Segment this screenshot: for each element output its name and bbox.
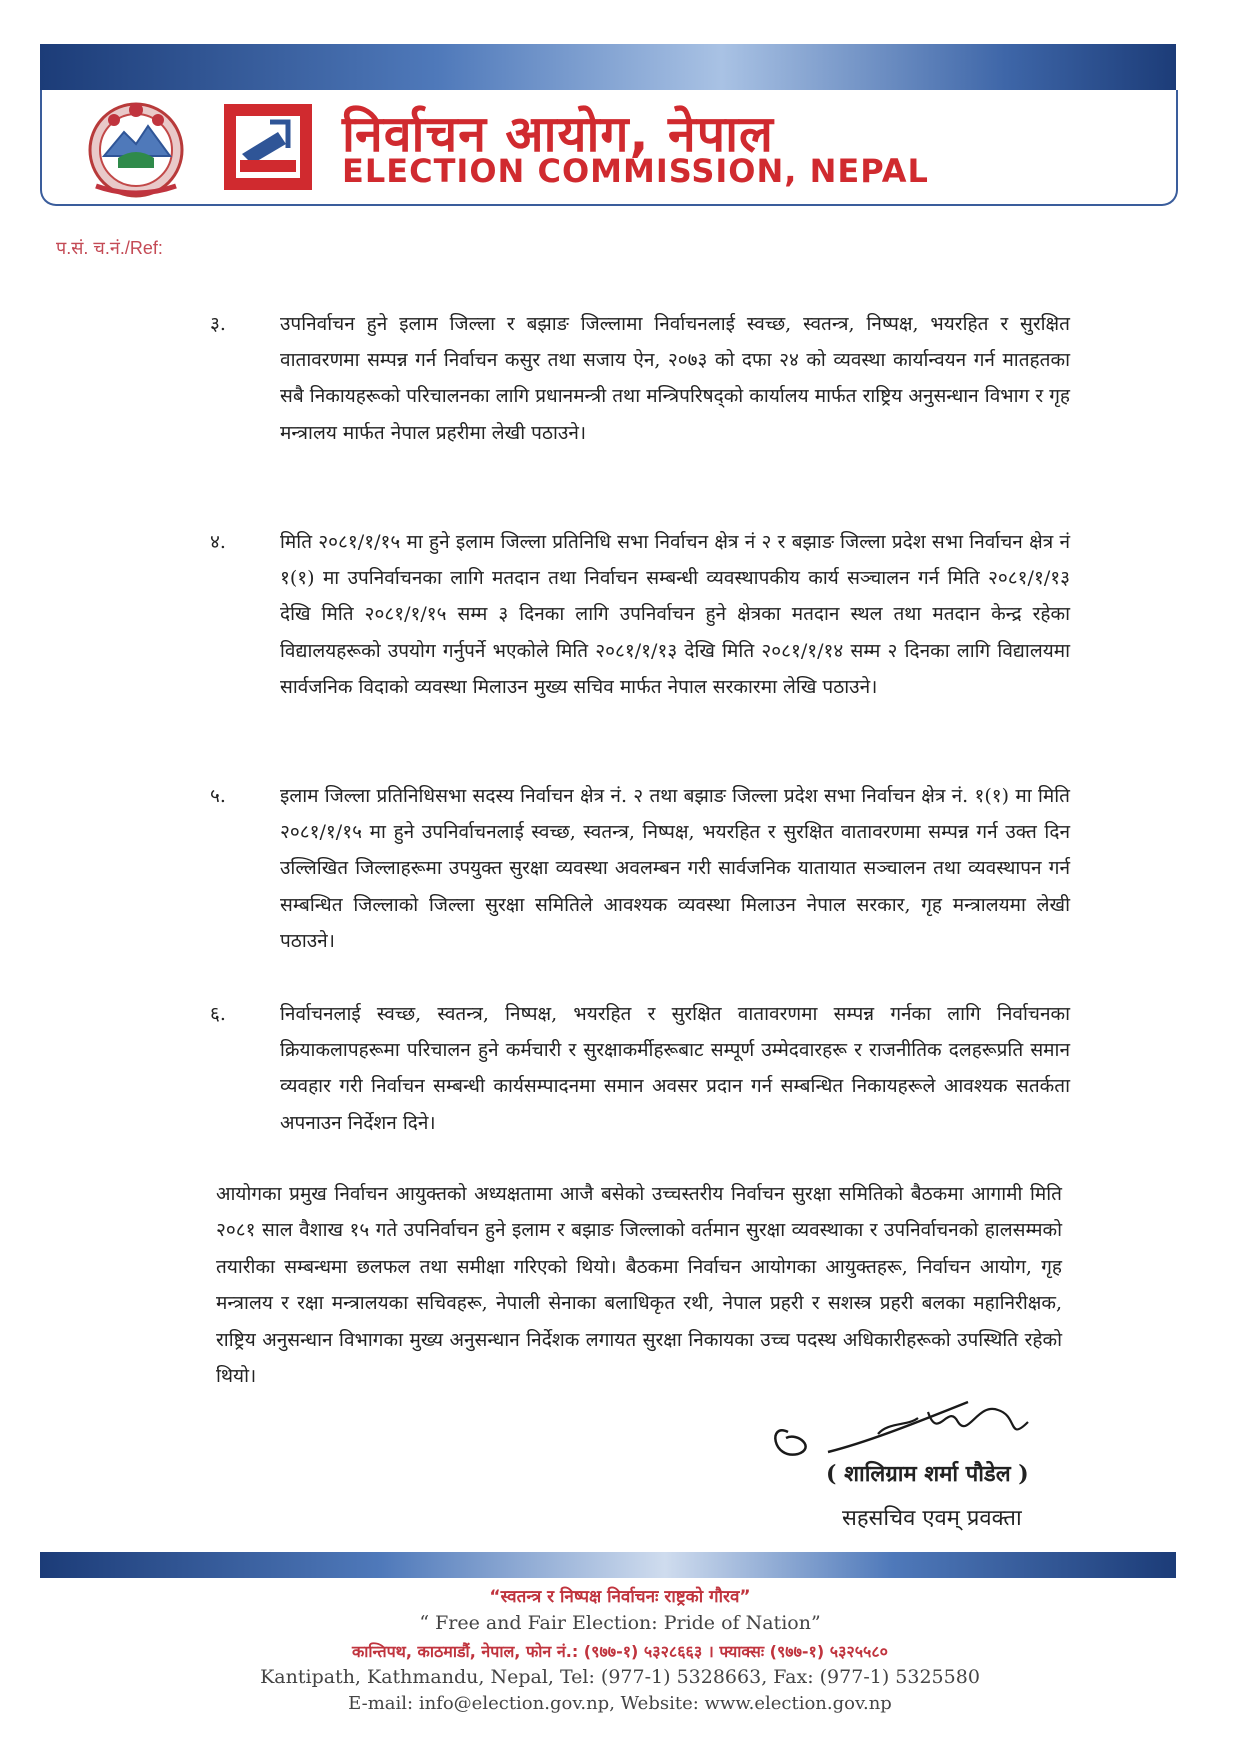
commission-title-english: ELECTION COMMISSION, NEPAL [342, 152, 929, 190]
footer-address-nepali: कान्तिपथ, काठमाडौं, नेपाल, फोन नं.: (९७७-१) ५३२८६६३ । फ्याक्सः (९७७-१) ५३२५५८० [351, 1642, 889, 1661]
item-text: निर्वाचनलाई स्वच्छ, स्वतन्त्र, निष्पक्ष, भयरहित र सुरक्षित वातावरणमा सम्पन्न गर्नका लागि निर्वाचनका क्रियाकलापहरूमा परिचालन हुने कर्मचारी र सुरक्षाकर्मीहरूबाट सम्पूर्ण उम्मेदवारहरू र राजनीतिक दलहरूप्रति समान व्यवहार गरी निर्वाचन सम्बन्धी कार्यसम्पादनमा समान अवसर प्रदान गर्न सम्बन्धित निकायहरूले आवश्यक सतर्कता अपनाउन निर्देशन दिने। [280, 1003, 1070, 1134]
item-number: ४. [210, 531, 226, 553]
item-number: ५. [210, 785, 226, 807]
item-text: मिति २०८१/१/१५ मा हुने इलाम जिल्ला प्रतिनिधि सभा निर्वाचन क्षेत्र नं २ र बझाङ जिल्ला प्रदेश सभा निर्वाचन क्षेत्र नं १(१) मा उपनिर्वाचनका लागि मतदान तथा निर्वाचन सम्बन्धी व्यवस्थापकीय कार्य सञ्चालन गर्न मिति २०८१/१/१३ देखि मिति २०८१/१/१५ सम्म ३ दिनका लागि उपनिर्वाचन हुने क्षेत्रका मतदान स्थल तथा मतदान केन्द्र रहेका विद्यालयहरूको उपयोग गर्नुपर्ने भएकोले मिति २०८१/१/१३ देखि मिति २०८१/१/१४ सम्म २ दिनका लागि विद्यालयमा सार्वजनिक विदाको व्यवस्था मिलाउन मुख्य सचिव मार्फत नेपाल सरकारमा लेखि पठाउने। [280, 531, 1070, 698]
closing-paragraph: आयोगका प्रमुख निर्वाचन आयुक्तको अध्यक्षतामा आजै बसेको उच्चस्तरीय निर्वाचन सुरक्षा समितिको बैठकमा आगामी मिति २०८१ साल वैशाख १५ गते उपनिर्वाचन हुने इलाम र बझाङ जिल्लाको वर्तमान सुरक्षा व्यवस्थाका र उपनिर्वाचनको हालसम्मको तयारीका सम्बन्धमा छलफल तथा समीक्षा गरिएको थियो। बैठकमा निर्वाचन आयोगका आयुक्तहरू, निर्वाचन आयोग, गृह मन्त्रालय र रक्षा मन्त्रालयका सचिवहरू, नेपाली सेनाका बलाधिकृत रथी, नेपाल प्रहरी र सशस्त्र प्रहरी बलका महानिरीक्षक, राष्ट्रिय अनुसन्धान विभागका मुख्य अनुसन्धान निर्देशक लगायत सुरक्षा निकायका उच्च पदस्थ अधिकारीहरूको उपस्थिति रहेको थियो। [216, 1183, 1062, 1388]
footer-address-english: Kantipath, Kathmandu, Nepal, Tel: (977-1) 5328663, Fax: (977-1) 5325580 [260, 1666, 980, 1688]
signer-title: सहसचिव एवम् प्रवक्ता [842, 1506, 1022, 1531]
item-text: उपनिर्वाचन हुने इलाम जिल्ला र बझाङ जिल्लामा निर्वाचनलाई स्वच्छ, स्वतन्त्र, निष्पक्ष, भयरहित र सुरक्षित वातावरणमा सम्पन्न गर्न निर्वाचन कसुर तथा सजाय ऐन, २०७३ को दफा २४ को व्यवस्था कार्यान्वयन गर्न मातहतका सबै निकायहरूको परिचालनका लागि प्रधानमन्त्री तथा मन्त्रिपरिषद्को कार्यालय मार्फत राष्ट्रिय अनुसन्धान विभाग र गृह मन्त्रालय मार्फत नेपाल प्रहरीमा लेखी पठाउने। [280, 313, 1070, 444]
footer-slogan-english: “ Free and Fair Election: Pride of Nation” [419, 1612, 821, 1634]
header-top-bar [40, 44, 1176, 90]
footer-slogan-nepali: “स्वतन्त्र र निष्पक्ष निर्वाचनः राष्ट्रको गौरव” [489, 1587, 751, 1607]
item-text: इलाम जिल्ला प्रतिनिधिसभा सदस्य निर्वाचन क्षेत्र नं. २ तथा बझाङ जिल्ला प्रदेश सभा निर्वाचन क्षेत्र नं. १(१) मा मिति २०८१/१/१५ मा हुने उपनिर्वाचनलाई स्वच्छ, स्वतन्त्र, निष्पक्ष, भयरहित र सुरक्षित वातावरणमा सम्पन्न गर्न उक्त दिन उल्लिखित जिल्लाहरूमा उपयुक्त सुरक्षा व्यवस्था अवलम्बन गरी सार्वजनिक यातायात सञ्चालन तथा व्यवस्थापन गर्न सम्बन्धित जिल्लाको जिल्ला सुरक्षा समितिले आवश्यक व्यवस्था मिलाउन नेपाल सरकार, गृह मन्त्रालयमा लेखी पठाउने। [280, 785, 1070, 952]
nepal-emblem-icon [74, 96, 198, 200]
commission-title-nepali: निर्वाचन आयोग, नेपाल [342, 105, 774, 163]
signer-name: ( शालिग्राम शर्मा पौडेल ) [826, 1461, 1029, 1487]
reference-label: प.सं. च.नं./Ref: [56, 238, 163, 258]
ballot-box-icon [222, 102, 314, 192]
item-number: ६. [210, 1003, 226, 1025]
item-number: ३. [210, 313, 226, 335]
footer-contact: E-mail: info@election.gov.np, Website: www.election.gov.np [348, 1693, 892, 1714]
footer-bar [40, 1552, 1176, 1578]
